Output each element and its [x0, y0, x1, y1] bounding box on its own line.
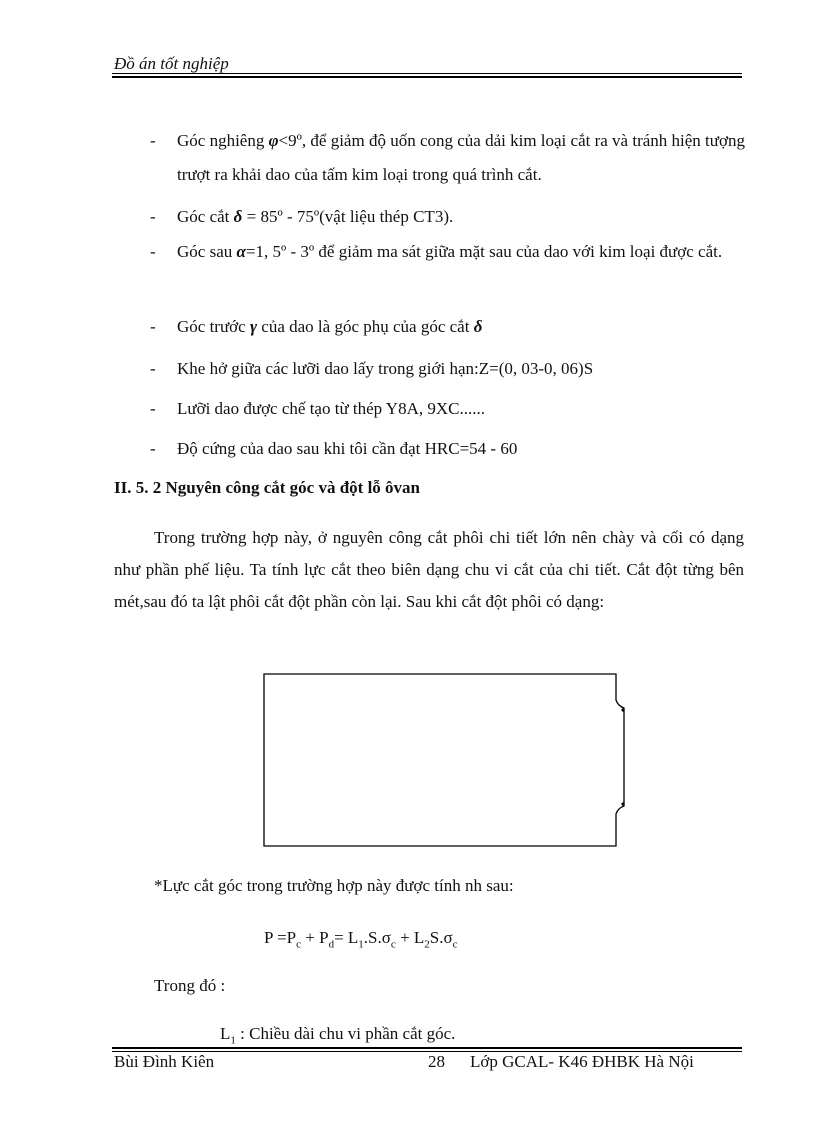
formula-sub: 2 — [424, 938, 430, 951]
bullet-post: <9º, để giảm độ uốn cong của dải kim loại cắt ra và tránh hiện tượng trượt ra khải dao của tấm kim loại trong quá trình cắt. — [177, 131, 745, 184]
header-rule — [112, 73, 742, 74]
greek-symbol: γ — [249, 317, 258, 336]
footer-rule-thick — [112, 1047, 742, 1049]
footer-author: Bùi Đình Kiên — [114, 1052, 215, 1071]
l1-text: : Chiều dài chu vi phần cắt góc. — [235, 1024, 456, 1043]
formula-part: .S.σ — [363, 928, 391, 947]
bullet-text — [177, 235, 747, 269]
blank-shape-figure — [262, 672, 632, 848]
formula-part: + P — [301, 928, 329, 947]
bullet-post: =1, 5º - 3º để giảm ma sát giữa mặt sau của dao với kim loại được cắt. — [245, 242, 723, 261]
bullet-text — [177, 200, 747, 234]
bullet-pre: Góc trước — [177, 317, 250, 336]
l1-definition — [220, 1024, 455, 1046]
bullet-text: Độ cứng của dao sau khi tôi cần đạt HRC=54 - 60 — [177, 439, 518, 458]
bullet-dash: - — [150, 207, 156, 226]
l1-sub: 1 — [230, 1034, 236, 1047]
bullet-text — [177, 124, 747, 192]
hole-mark-top — [621, 708, 624, 711]
bullet-dash: - — [150, 359, 156, 378]
bullet-post: của dao là góc phụ của góc cắt — [257, 317, 474, 336]
formula-sub: 1 — [358, 938, 364, 951]
formula-part: + L — [395, 928, 425, 947]
page-number: 28 — [428, 1052, 445, 1071]
formula-sub: c — [390, 938, 396, 951]
bullet-dash: - — [150, 242, 156, 261]
formula-sub: c — [452, 938, 458, 951]
hole-mark-bottom — [621, 802, 624, 805]
bullet-dash: - — [150, 131, 156, 150]
where-label: Trong đó : — [154, 976, 226, 995]
blank-outline — [264, 674, 624, 846]
section-title: II. 5. 2 Nguyên công cắt góc và đột lỗ ôvan — [114, 478, 421, 497]
bullet-pre: Góc nghiêng — [177, 131, 269, 150]
bullet-pre: Góc cắt — [177, 207, 234, 226]
body-paragraph: Trong trường hợp này, ở nguyên công cắt phôi chi tiết lớn nên chày và cối có dạng như phần phế liệu. Ta tính lực cắt theo biên dạng chu vi cắt của chi tiết. Cắt đột từng bên mét,sau đó ta lật phôi cắt đột phần còn lại. Sau khi cắt đột phôi có dạng: — [114, 528, 744, 611]
bullet-pre: Góc sau — [177, 242, 237, 261]
footer-class: Lớp GCAL- K46 ĐHBK Hà Nội — [470, 1052, 694, 1071]
formula-part: S.σ — [429, 928, 453, 947]
formula-sub: c — [296, 938, 302, 951]
header-title: Đồ án tốt nghiệp — [114, 54, 229, 73]
force-formula — [264, 928, 458, 950]
bullet-dash: - — [150, 399, 156, 418]
l1-symbol: L — [220, 1024, 231, 1043]
bullet-text: Khe hở giữa các lưỡi dao lấy trong giới hạn:Z=(0, 03-0, 06)S — [177, 359, 594, 378]
bullet-text — [177, 310, 747, 344]
formula-sub: d — [328, 938, 335, 951]
formula-part: = L — [334, 928, 359, 947]
header-rule-thick — [112, 76, 742, 78]
formula-part: P =P — [264, 928, 297, 947]
greek-symbol: δ — [473, 317, 483, 336]
greek-symbol: α — [236, 242, 246, 261]
bullet-text: Lưỡi dao được chế tạo từ thép Y8A, 9XC...... — [177, 399, 485, 418]
force-description: *Lực cắt góc trong trường hợp này được tính nh sau: — [154, 876, 514, 895]
bullet-dash: - — [150, 317, 156, 336]
greek-symbol: δ — [233, 207, 243, 226]
bullet-post: = 85º - 75º(vật liệu thép CT3). — [242, 207, 454, 226]
greek-symbol: φ — [268, 131, 279, 150]
bullet-dash: - — [150, 439, 156, 458]
